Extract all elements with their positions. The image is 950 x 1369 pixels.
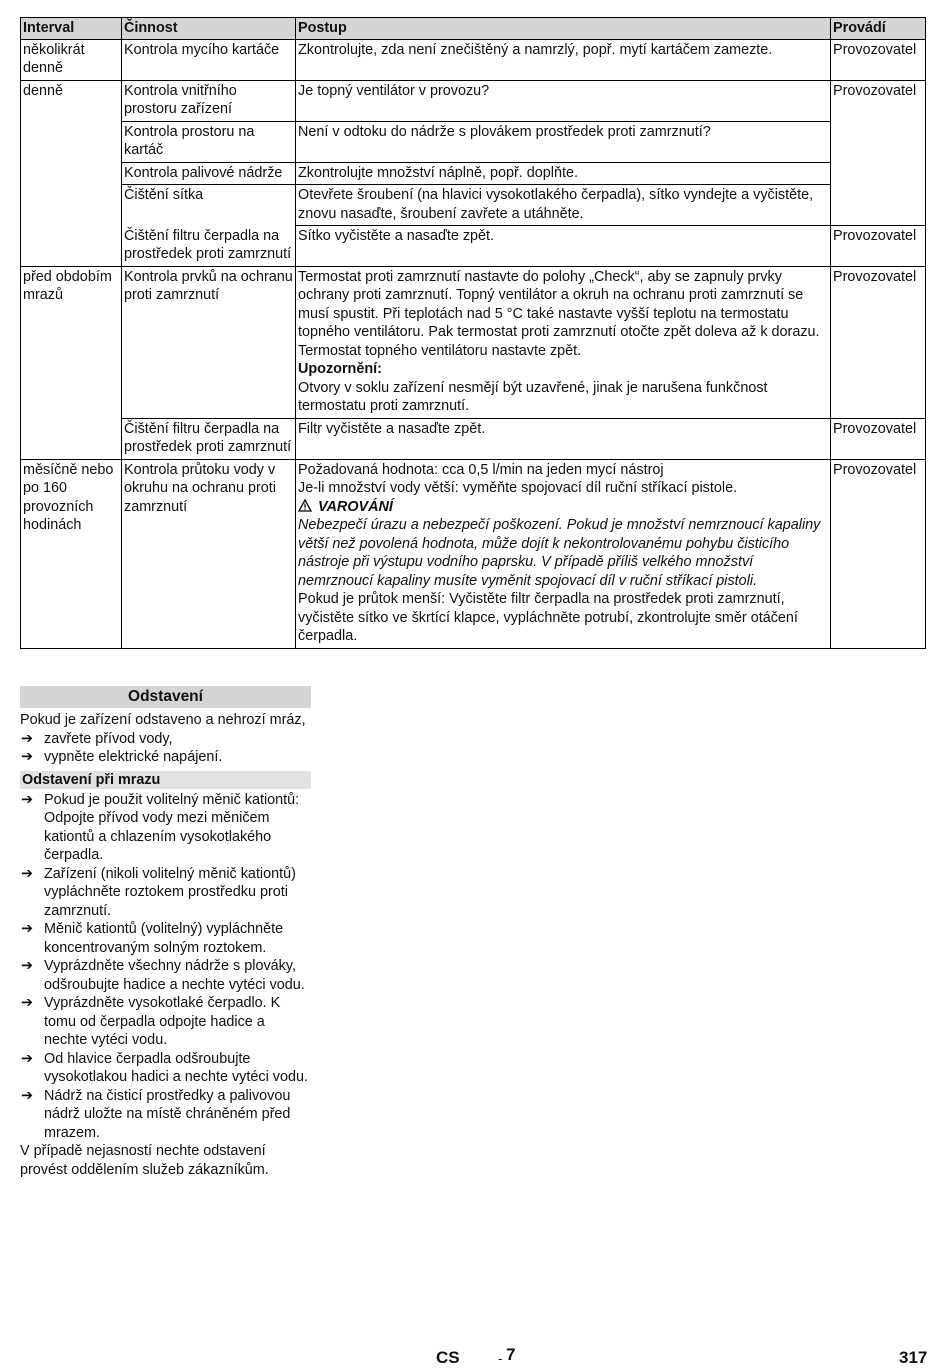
table-row [21, 39, 926, 80]
list-item: ➔ vypněte elektrické napájení. [21, 749, 223, 765]
procedure-cell [296, 459, 831, 648]
table-row [21, 459, 926, 648]
note-text: Otvory v soklu zařízení nesmějí být uzavřené, jinak je narušena funkčnost termostatu proti zamrznutí. [298, 379, 768, 414]
procedure-cell: Sítko vyčistěte a nasaďte zpět. [296, 226, 831, 267]
target-value-text: Požadovaná hodnota: cca 0,5 l/min na jeden mycí nástroj [298, 461, 664, 478]
table-row [21, 121, 926, 162]
footer-dash: - [498, 1351, 503, 1366]
performed-by-cell: Provozovatel [831, 459, 926, 648]
arrow-right-icon: ➔ [21, 791, 34, 808]
arrow-right-icon: ➔ [21, 749, 34, 765]
arrow-right-icon: ➔ [21, 921, 34, 937]
interval-cell: několikrát denně [21, 39, 122, 80]
shutdown-section [20, 686, 311, 1179]
header-interval: Interval [21, 18, 122, 40]
smaller-flow-text: Pokud je průtok menší: Vyčistěte filtr čerpadla na prostředek proti zamrznutí, vyčistěte sítko ve škrtící klapce, vypláchněte potrubí, zkontrolujte směr otáčení čerpadla. [298, 591, 798, 644]
procedure-cell: Otevřete šroubení (na hlavici vysokotlakého čerpadla), sítko vyndejte a vyčistěte, znovu nasaďte, šroubení zavřete a utáhněte. [296, 185, 831, 226]
interval-cell: denně [21, 80, 122, 266]
procedure-cell: Zkontrolujte množství náplně, popř. doplňte. [296, 162, 831, 185]
procedure-cell: Není v odtoku do nádrže s plovákem prostředek proti zamrznutí? [296, 121, 831, 162]
shutdown-list [20, 730, 311, 767]
table-row [21, 418, 926, 459]
note-title: Upozornění: [298, 361, 382, 377]
list-item: ➔ Od hlavice čerpadla odšroubujte vysokotlakou hadici a nechte vytéci vodu. [21, 1050, 308, 1085]
task-cell: Kontrola prostoru na kartáč [122, 121, 296, 162]
footer-language: CS [436, 1348, 460, 1367]
warning-title: VAROVÁNÍ [318, 498, 393, 515]
shutdown-intro: Pokud je zařízení odstaveno a nehrozí mráz, [20, 712, 306, 728]
task-cell: Kontrola mycího kartáče [122, 39, 296, 80]
procedure-cell [296, 266, 831, 418]
interval-cell: před obdobím mrazů [21, 266, 122, 459]
arrow-right-icon: ➔ [21, 1050, 34, 1067]
arrow-right-icon: ➔ [21, 995, 34, 1011]
larger-flow-text: Je-li množství vody větší: vyměňte spojovací díl ruční stříkací pistole. [298, 480, 738, 496]
list-item: ➔ Vyprázdněte vysokotlaké čerpadlo. K tomu od čerpadla odpojte hadice a nechte vytéci vodu. [21, 995, 281, 1048]
task-cell: Čištění filtru čerpadla na prostředek proti zamrznutí [122, 418, 296, 459]
task-cell: Kontrola vnitřního prostoru zařízení [122, 80, 296, 121]
arrow-right-icon: ➔ [21, 865, 34, 882]
list-item: ➔ Pokud je použit volitelný měnič kationtů: Odpojte přívod vody mezi měničem kationtů a chlazením vysokotlakého čerpadla. [21, 791, 300, 863]
procedure-cell: Je topný ventilátor v provozu? [296, 80, 831, 121]
table-row [21, 266, 926, 418]
performed-by-cell: Provozovatel [831, 80, 926, 226]
table-row [21, 185, 926, 226]
performed-by-cell: Provozovatel [831, 418, 926, 459]
table-row [21, 80, 926, 121]
header-performed-by: Provádí [831, 18, 926, 40]
performed-by-cell: Provozovatel [831, 226, 926, 267]
table-row [21, 162, 926, 185]
maintenance-table [20, 17, 926, 649]
procedure-text: Termostat proti zamrznutí nastavte do polohy „Check“, aby se zapnuly prvky ochrany proti zamrznutí. Topný ventilátor a okruh na ochranu proti zamrznutí se musí spustit. Při teplotách nad 5 °C také nastavte vyšší teplotu na termostatu topného ventilátoru. Pak termostat proti zamrznutí otočte zpět doleva až k dorazu. Termostat topného ventilátoru nastavte zpět. [298, 268, 820, 359]
performed-by-cell: Provozovatel [831, 266, 926, 418]
shutdown-heading: Odstavení [20, 686, 311, 708]
list-item: ➔ Zařízení (nikoli volitelný měnič kationtů) vypláchněte roztokem prostředku proti zamrznutí. [21, 865, 296, 919]
task-cell: Kontrola prvků na ochranu proti zamrznutí [122, 266, 296, 418]
task-cell: Kontrola palivové nádrže [122, 162, 296, 185]
list-item: ➔ Nádrž na čisticí prostředky a palivovou nádrž uložte na místě chráněném před mrazem. [21, 1087, 291, 1141]
arrow-right-icon: ➔ [21, 730, 34, 747]
warning-triangle-icon [298, 499, 312, 515]
warning-text: Nebezpečí úrazu a nebezpečí poškození. Pokud je množství nemrznoucí kapaliny větší než povolená hodnota, může dojít k nekontrolovanému pohybu čisticího nástroje při výstupu vodního paprsku. V případě příliš velkého množství nemrznoucí kapaliny musíte vyměnit spojovací díl v ruční stříkací pistoli. [298, 517, 821, 589]
table-row [21, 226, 926, 267]
frost-shutdown-heading: Odstavení při mrazu [20, 771, 311, 789]
task-cell: Kontrola průtoku vody v okruhu na ochranu proti zamrznutí [122, 459, 296, 648]
procedure-cell: Zkontrolujte, zda není znečištěný a namrzlý, popř. mytí kartáčem zamezte. [296, 39, 831, 80]
list-item: ➔ Měnič kationtů (volitelný) vypláchněte koncentrovaným solným roztokem. [21, 921, 284, 956]
list-item: ➔ zavřete přívod vody, [21, 730, 173, 747]
footer-section-page: 7 [506, 1345, 516, 1364]
frost-shutdown-list [20, 791, 311, 1143]
arrow-right-icon: ➔ [21, 958, 34, 974]
header-procedure: Postup [296, 18, 831, 40]
interval-cell: měsíčně nebo po 160 provozních hodinách [21, 459, 122, 648]
header-task: Činnost [122, 18, 296, 40]
closing-note: V případě nejasností nechte odstavení provést oddělením služeb zákazníkům. [20, 1143, 269, 1178]
task-cell: Čištění sítka [122, 185, 296, 226]
list-item: ➔ Vyprázdněte všechny nádrže s plováky, odšroubujte hadice a nechte vytéci vodu. [21, 958, 305, 993]
performed-by-cell: Provozovatel [831, 39, 926, 80]
warning-heading [298, 498, 828, 517]
table-header-row [21, 18, 926, 40]
arrow-right-icon: ➔ [21, 1087, 34, 1104]
procedure-cell: Filtr vyčistěte a nasaďte zpět. [296, 418, 831, 459]
footer-page-number: 317 [899, 1348, 928, 1367]
task-cell: Čištění filtru čerpadla na prostředek proti zamrznutí [122, 226, 296, 267]
